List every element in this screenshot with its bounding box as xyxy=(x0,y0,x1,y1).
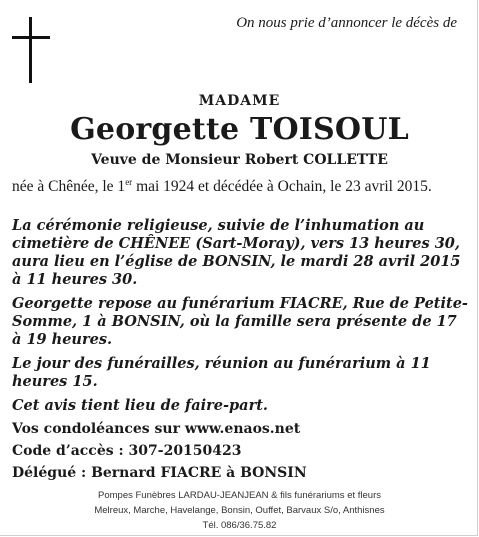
announcement-text: On nous prie d’annoncer le décès de xyxy=(236,15,457,31)
deceased-title: MADAME xyxy=(198,93,281,109)
meeting-paragraph: Le jour des funérailles, réunion au funérarium à 11 heures 15. xyxy=(12,355,431,390)
birth-death-text: née à Chênée, le 1er mai 1924 et décédée à Ochain, le 23 avril 2015. xyxy=(12,176,432,195)
condolences-link[interactable]: Vos condoléances sur www.enaos.net xyxy=(12,421,301,437)
delegate-line: Délégué : Bernard FIACRE à BONSIN xyxy=(12,465,307,481)
access-code: Code d’accès : 307-20150423 xyxy=(12,443,242,459)
widow-of-line: Veuve de Monsieur Robert COLLETTE xyxy=(91,152,388,168)
footer-line-1: Pompes Funèbres LARDAU-JEANJEAN & fils funérariums et fleurs xyxy=(98,490,381,501)
footer-phone: Tél. 086/36.75.82 xyxy=(202,520,277,531)
cross-icon xyxy=(12,17,50,83)
funeral-home-paragraph: Georgette repose au funérarium FIACRE, Rue de Petite-Somme, 1 à BONSIN, où la famille sera présente de 17 à 19 heures. xyxy=(12,295,468,348)
ordinal-suffix: er xyxy=(125,176,133,187)
notice-paragraph: Cet avis tient lieu de faire-part. xyxy=(12,397,268,414)
deceased-name: Georgette TOISOUL xyxy=(70,112,409,147)
footer-line-2: Melreux, Marche, Havelange, Bonsin, Ouffet, Barvaux S/o, Anthisnes xyxy=(94,505,385,516)
ceremony-paragraph: La cérémonie religieuse, suivie de l’inhumation au cimetière de CHÊNEE (Sart-Moray), vers 13 heures 30, aura lieu en l’église de BONSIN, le mardi 28 avril 2015 à 11 heures 30. xyxy=(12,217,461,288)
